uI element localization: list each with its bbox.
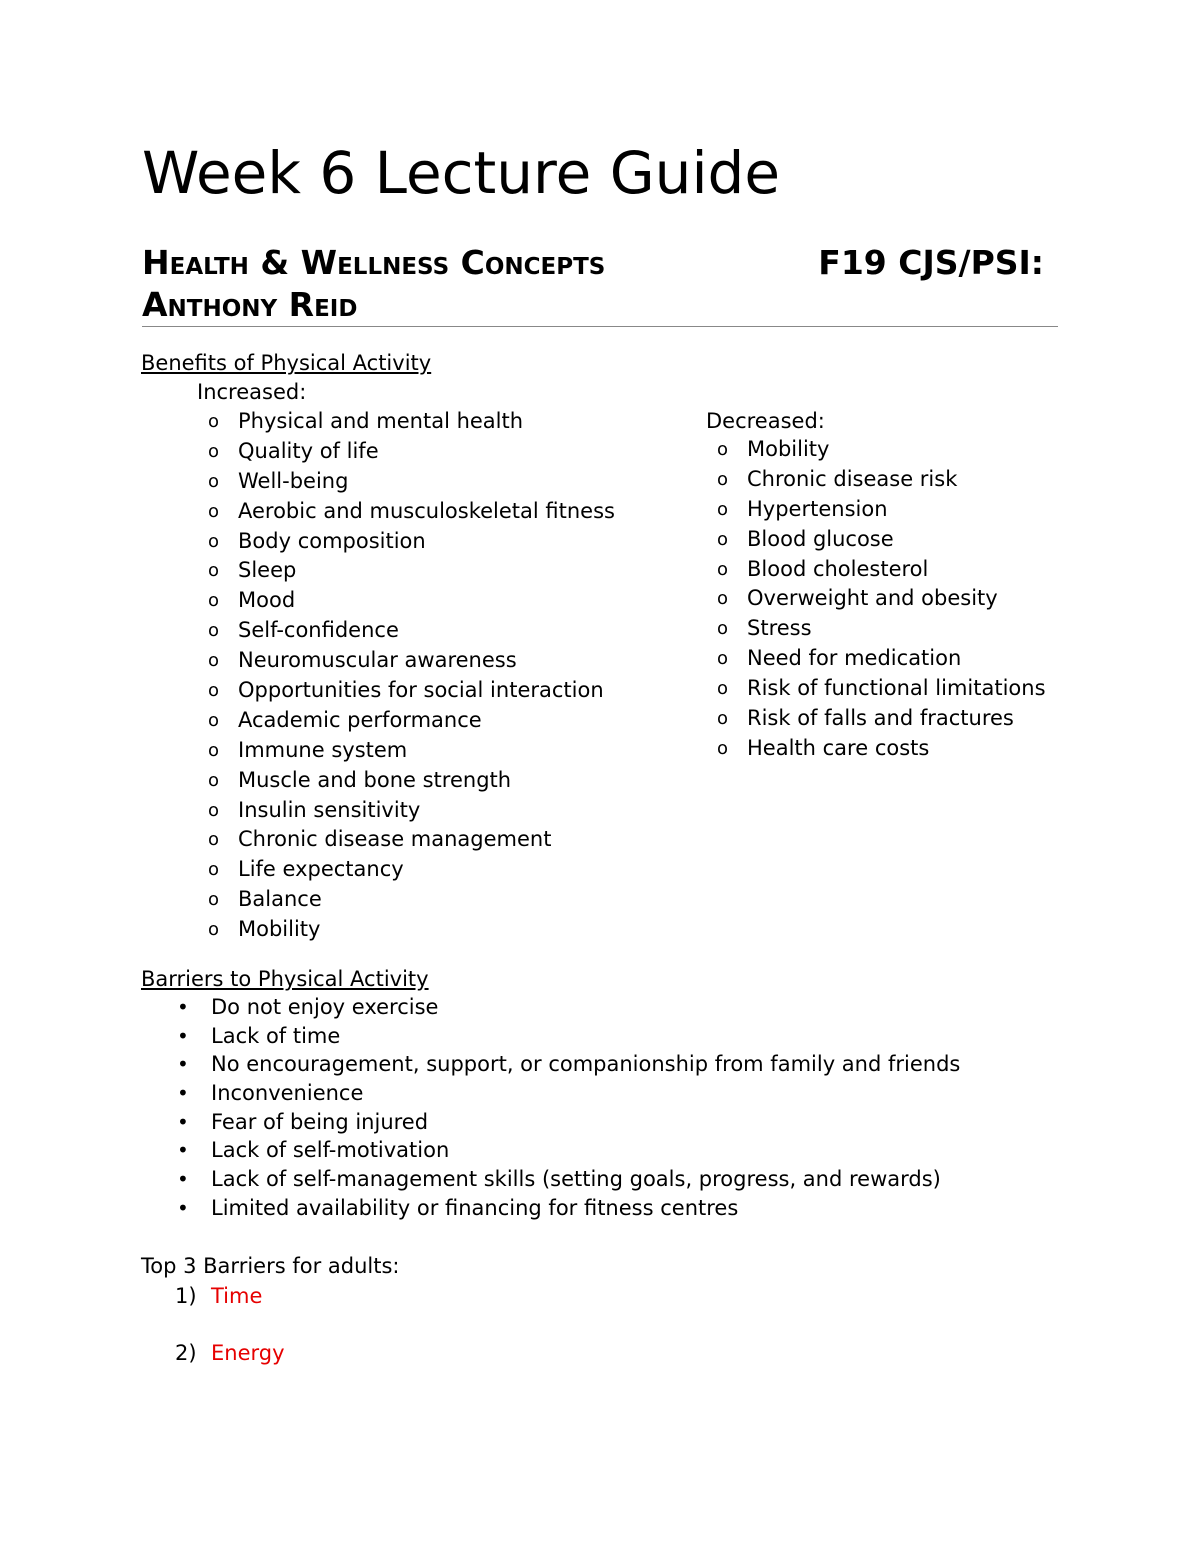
list-item-text: Academic performance bbox=[238, 707, 482, 732]
list-number: 2) bbox=[175, 1341, 197, 1365]
barrier-item bbox=[177, 1022, 960, 1051]
list-marker: o bbox=[717, 708, 729, 730]
list-item-text: Body composition bbox=[238, 528, 426, 553]
increased-label: Increased: bbox=[197, 380, 307, 404]
increased-item bbox=[208, 705, 615, 735]
decreased-item bbox=[717, 643, 1046, 673]
increased-item bbox=[208, 854, 615, 884]
list-item-text: Do not enjoy exercise bbox=[211, 995, 439, 1019]
list-marker: • bbox=[177, 1138, 189, 1163]
list-marker: o bbox=[717, 528, 729, 550]
top-barrier-answer: Time bbox=[211, 1284, 263, 1308]
top-barrier-item bbox=[175, 1281, 285, 1338]
increased-item bbox=[208, 675, 615, 705]
list-item-text: Aerobic and musculoskeletal fitness bbox=[238, 498, 615, 523]
list-item-text: Chronic disease risk bbox=[747, 466, 958, 491]
barriers-heading: Barriers to Physical Activity bbox=[141, 967, 429, 991]
list-item-text: Blood glucose bbox=[747, 526, 894, 551]
list-marker: o bbox=[208, 799, 220, 821]
increased-item bbox=[208, 735, 615, 765]
decreased-item bbox=[717, 524, 1046, 554]
list-marker: o bbox=[717, 498, 729, 520]
list-number: 1) bbox=[175, 1284, 197, 1308]
list-marker: • bbox=[177, 1195, 189, 1220]
increased-item bbox=[208, 406, 615, 436]
barriers-list bbox=[177, 993, 961, 1223]
increased-item bbox=[208, 884, 615, 914]
list-marker: o bbox=[717, 618, 729, 640]
list-marker: o bbox=[717, 558, 729, 580]
list-item-text: Chronic disease management bbox=[238, 827, 552, 852]
list-item-text: Limited availability or financing for fitness centres bbox=[211, 1195, 739, 1220]
list-item-text: Fear of being injured bbox=[211, 1109, 429, 1134]
list-item-text: Quality of life bbox=[238, 438, 379, 463]
list-item-text: Mobility bbox=[238, 917, 321, 942]
list-item-text: Immune system bbox=[238, 737, 408, 762]
list-marker: o bbox=[208, 440, 220, 462]
increased-item bbox=[208, 555, 615, 585]
decreased-item bbox=[717, 613, 1046, 643]
barrier-item bbox=[177, 1108, 960, 1137]
increased-list bbox=[208, 406, 615, 944]
list-marker: o bbox=[717, 648, 729, 670]
title-divider bbox=[142, 326, 1058, 327]
top-barriers-list bbox=[175, 1281, 285, 1395]
list-marker: o bbox=[208, 859, 220, 881]
page-title: Week 6 Lecture Guide bbox=[142, 139, 781, 207]
list-marker: o bbox=[208, 650, 220, 672]
list-item-text: Life expectancy bbox=[238, 857, 404, 882]
decreased-item bbox=[717, 583, 1046, 613]
list-item-text: Need for medication bbox=[747, 646, 962, 671]
increased-item bbox=[208, 914, 615, 944]
list-item-text: No encouragement, support, or companionship from family and friends bbox=[211, 1052, 961, 1077]
decreased-item bbox=[717, 673, 1046, 703]
list-marker: o bbox=[208, 560, 220, 582]
list-marker: • bbox=[177, 1023, 189, 1048]
list-marker: o bbox=[208, 411, 220, 432]
list-marker: o bbox=[208, 739, 220, 761]
top-barrier-item bbox=[175, 1338, 285, 1395]
list-item-text: Lack of time bbox=[211, 1023, 341, 1048]
list-marker: • bbox=[177, 1109, 189, 1134]
list-marker: o bbox=[208, 680, 220, 702]
author-name: Anthony Reid bbox=[142, 285, 358, 324]
list-marker: o bbox=[208, 889, 220, 911]
course-code: F19 CJS/PSI: bbox=[818, 243, 1044, 282]
list-item-text: Hypertension bbox=[747, 496, 888, 521]
barrier-item bbox=[177, 1165, 960, 1194]
list-marker: o bbox=[208, 709, 220, 731]
increased-item bbox=[208, 615, 615, 645]
top-barrier-answer: Energy bbox=[211, 1341, 285, 1365]
list-marker: o bbox=[717, 737, 729, 759]
list-item-text: Blood cholesterol bbox=[747, 556, 929, 581]
list-item-text: Opportunities for social interaction bbox=[238, 678, 604, 703]
barrier-item bbox=[177, 1079, 960, 1108]
increased-item bbox=[208, 795, 615, 825]
increased-item bbox=[208, 466, 615, 496]
document-subtitle bbox=[142, 242, 1058, 322]
list-item-text: Inconvenience bbox=[211, 1081, 364, 1106]
list-marker: o bbox=[717, 468, 729, 490]
list-marker: o bbox=[208, 829, 220, 851]
list-item-text: Overweight and obesity bbox=[747, 586, 998, 611]
decreased-item bbox=[717, 554, 1046, 584]
list-item-text: Sleep bbox=[238, 558, 297, 583]
list-item-text: Lack of self-management skills (setting goals, progress, and rewards) bbox=[211, 1167, 941, 1192]
list-item-text: Physical and mental health bbox=[238, 409, 524, 433]
list-marker: o bbox=[208, 590, 220, 612]
list-item-text: Neuromuscular awareness bbox=[238, 648, 517, 673]
list-marker: • bbox=[177, 995, 189, 1019]
list-marker: o bbox=[208, 470, 220, 492]
list-item-text: Muscle and bone strength bbox=[238, 767, 512, 792]
increased-item bbox=[208, 496, 615, 526]
decreased-label: Decreased: bbox=[706, 409, 825, 433]
list-marker: o bbox=[717, 588, 729, 610]
top-barriers-label: Top 3 Barriers for adults: bbox=[141, 1254, 400, 1278]
increased-item bbox=[208, 645, 615, 675]
decreased-list bbox=[717, 434, 1046, 763]
barrier-item bbox=[177, 1194, 960, 1223]
list-item-text: Insulin sensitivity bbox=[238, 797, 421, 822]
list-marker: o bbox=[208, 620, 220, 642]
increased-item bbox=[208, 436, 615, 466]
increased-item bbox=[208, 585, 615, 615]
barrier-item bbox=[177, 1136, 960, 1165]
decreased-item bbox=[717, 703, 1046, 733]
list-marker: o bbox=[208, 530, 220, 552]
course-name: Health & Wellness Concepts bbox=[142, 243, 606, 282]
list-marker: • bbox=[177, 1167, 189, 1192]
list-marker: o bbox=[717, 678, 729, 700]
decreased-item bbox=[717, 464, 1046, 494]
benefits-heading: Benefits of Physical Activity bbox=[141, 351, 432, 375]
list-item-text: Mood bbox=[238, 588, 296, 613]
list-marker: o bbox=[717, 439, 729, 460]
list-item-text: Balance bbox=[238, 887, 322, 912]
list-item-text: Self-confidence bbox=[238, 618, 399, 643]
list-item-text: Mobility bbox=[747, 437, 830, 461]
list-marker: o bbox=[208, 769, 220, 791]
decreased-item bbox=[717, 494, 1046, 524]
increased-item bbox=[208, 765, 615, 795]
decreased-item bbox=[717, 434, 1046, 464]
increased-item bbox=[208, 824, 615, 854]
list-item-text: Risk of falls and fractures bbox=[747, 706, 1014, 731]
list-item-text: Health care costs bbox=[747, 735, 930, 760]
decreased-item bbox=[717, 733, 1046, 763]
list-item-text: Risk of functional limitations bbox=[747, 676, 1046, 701]
list-marker: • bbox=[177, 1052, 189, 1077]
list-item-text: Lack of self-motivation bbox=[211, 1138, 450, 1163]
list-item-text: Well-being bbox=[238, 468, 349, 493]
list-marker: • bbox=[177, 1081, 189, 1106]
list-marker: o bbox=[208, 500, 220, 522]
barrier-item bbox=[177, 993, 960, 1022]
barrier-item bbox=[177, 1050, 961, 1079]
increased-item bbox=[208, 526, 615, 556]
list-item-text: Stress bbox=[747, 616, 812, 641]
list-marker: o bbox=[208, 919, 220, 941]
